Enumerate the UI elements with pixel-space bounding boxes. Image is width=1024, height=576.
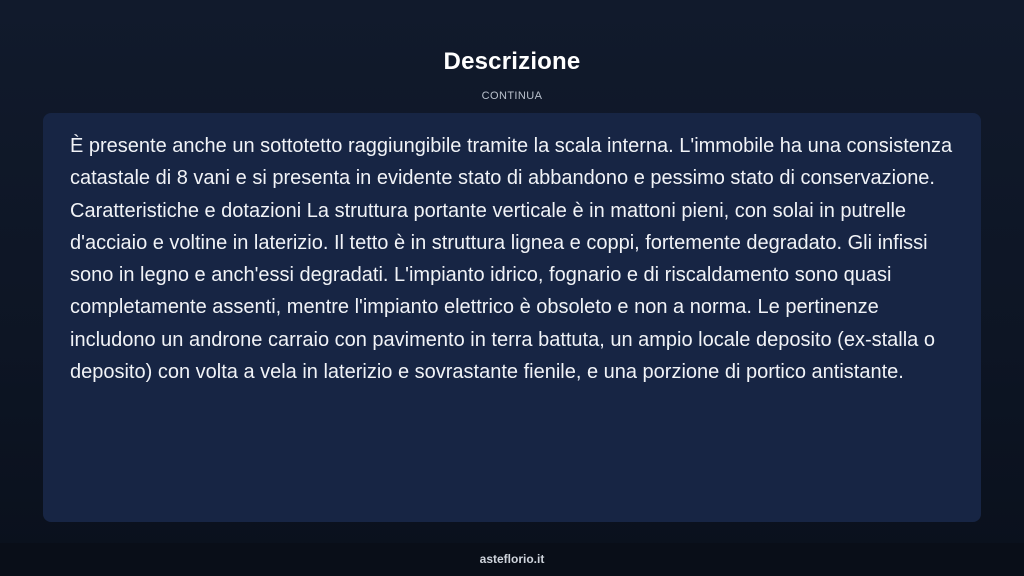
description-card bbox=[43, 113, 981, 522]
description-text: È presente anche un sottotetto raggiungibile tramite la scala interna. L'immobile ha una consistenza catastale di 8 vani e si presenta in evidente stato di abbandono e pessimo stato di conservazione. Caratteristiche e dotazioni La struttura portante verticale è in mattoni pieni, con solai in putrelle d'acciaio e voltine in laterizio. Il tetto è in struttura lignea e coppi, fortemente degradato. Gli infissi sono in legno e anch'essi degradati. L'impianto idrico, fognario e di riscaldamento sono quasi completamente assenti, mentre l'impianto elettrico è obsoleto e non a norma. Le pertinenze includono un androne carraio con pavimento in terra battuta, un ampio locale deposito (ex-stalla o deposito) con volta a vela in laterizio e sovrastante fienile, e una porzione di portico antistante. bbox=[70, 135, 953, 384]
footer-site-label: asteflorio.it bbox=[479, 552, 545, 566]
footer-bar bbox=[0, 543, 1024, 576]
page-subtitle: CONTINUA bbox=[481, 90, 543, 102]
page-title: Descrizione bbox=[443, 48, 581, 75]
